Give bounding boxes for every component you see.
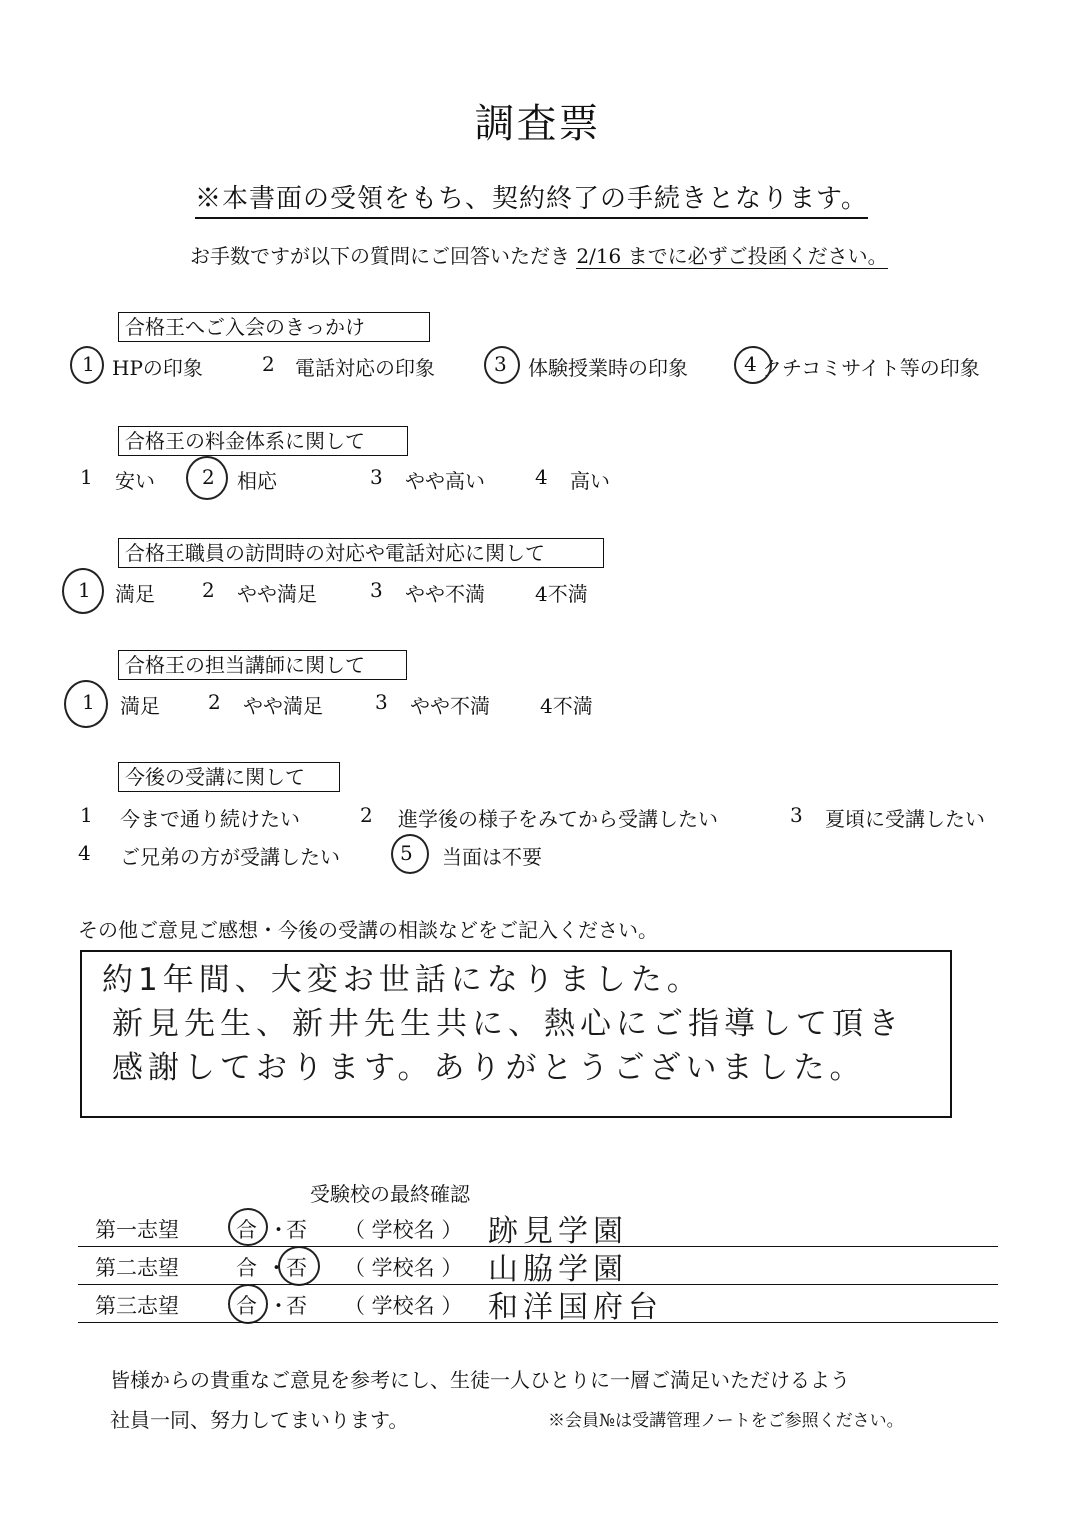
question-heading: 今後の受講に関して bbox=[118, 762, 340, 792]
option-number: 3 bbox=[375, 690, 388, 714]
option-number: 2 bbox=[202, 465, 215, 489]
option-number: 4 bbox=[535, 465, 548, 489]
option-number: 3 bbox=[370, 465, 383, 489]
option-number: 1 bbox=[80, 465, 93, 489]
handwritten-school-name: 和洋国府台 bbox=[488, 1290, 663, 1325]
result-fail: 否 bbox=[286, 1294, 307, 1318]
option-label: やや高い bbox=[405, 469, 485, 493]
option-number: 3 bbox=[370, 578, 383, 602]
question-heading: 合格王の料金体系に関して bbox=[118, 426, 408, 456]
selected-answer-circle bbox=[484, 346, 520, 384]
option-number: 2 bbox=[360, 803, 373, 827]
selected-answer-circle bbox=[228, 1208, 268, 1246]
question-heading: 合格王へご入会のきっかけ bbox=[118, 312, 430, 342]
confirmation-title: 受験校の最終確認 bbox=[310, 1182, 470, 1206]
option-number: 2 bbox=[202, 578, 215, 602]
handwritten-school-name: 山脇学園 bbox=[488, 1252, 628, 1287]
option-label: 電話対応の印象 bbox=[295, 356, 435, 380]
option-label: やや満足 bbox=[243, 694, 323, 718]
result-separator: ・ bbox=[266, 1256, 287, 1280]
result-pass: 合 bbox=[236, 1256, 257, 1280]
result-separator: ・ bbox=[268, 1294, 289, 1318]
option-label: 安い bbox=[115, 469, 155, 493]
choice-label: 第三志望 bbox=[95, 1294, 179, 1318]
choice-label: 第二志望 bbox=[95, 1256, 179, 1280]
option-label: やや満足 bbox=[237, 582, 317, 606]
option-label: 相応 bbox=[237, 469, 277, 493]
option-label: やや不満 bbox=[405, 582, 485, 606]
intro-deadline: 2/16 までに必ずご投函ください。 bbox=[576, 244, 888, 268]
option-label: 体験授業時の印象 bbox=[528, 356, 688, 380]
selected-answer-circle bbox=[62, 568, 104, 614]
choice-label: 第一志望 bbox=[95, 1218, 179, 1242]
option-label: やや不満 bbox=[410, 694, 490, 718]
option-number: 1 bbox=[82, 690, 95, 714]
option-label: 高い bbox=[570, 469, 610, 493]
selected-answer-circle bbox=[186, 456, 228, 500]
option-number: 3 bbox=[494, 352, 507, 376]
option-label: 満足 bbox=[120, 694, 160, 718]
option-label: 進学後の様子をみてから受講したい bbox=[398, 807, 718, 831]
selected-answer-circle bbox=[70, 346, 104, 384]
handwritten-remark-line: 感謝しております。ありがとうございました。 bbox=[112, 1050, 866, 1086]
option-number: 3 bbox=[790, 803, 803, 827]
option-number: 2 bbox=[262, 352, 275, 376]
remarks-label: その他ご意見ご感想・今後の受講の相談などをご記入ください。 bbox=[78, 918, 658, 942]
school-name-label: （ 学校名 ） bbox=[344, 1294, 463, 1318]
option-label: 夏頃に受講したい bbox=[825, 807, 985, 831]
selected-answer-circle bbox=[64, 680, 108, 728]
option-label: HPの印象 bbox=[112, 356, 203, 380]
selected-answer-circle bbox=[734, 346, 772, 384]
intro-text bbox=[190, 240, 888, 269]
page-title: 調査票 bbox=[474, 101, 601, 147]
option-number: 5 bbox=[400, 841, 413, 865]
option-number: 1 bbox=[82, 352, 95, 376]
option-label: ご兄弟の方が受講したい bbox=[120, 845, 340, 869]
option-label: 当面は不要 bbox=[442, 845, 542, 869]
option-label: 満足 bbox=[115, 582, 155, 606]
row-divider bbox=[78, 1322, 998, 1323]
handwritten-remark-line: 新見先生、新井先生共に、熱心にご指導して頂き bbox=[112, 1006, 904, 1042]
school-name-label: （ 学校名 ） bbox=[344, 1256, 463, 1280]
result-fail: 否 bbox=[286, 1218, 307, 1242]
option-label: クチコミサイト等の印象 bbox=[762, 356, 980, 380]
contract-notice: ※本書面の受領をもち、契約終了の手続きとなります。 bbox=[195, 178, 868, 219]
option-number: 4 bbox=[744, 352, 757, 376]
handwritten-remark-line: 約1年間、大変お世話になりました。 bbox=[102, 962, 703, 998]
result-separator: ・ bbox=[268, 1218, 289, 1242]
footer-message-line: 皆様からの貴重なご意見を参考にし、生徒一人ひとりに一層ご満足いただけるよう bbox=[110, 1368, 850, 1392]
option-label: 今まで通り続けたい bbox=[120, 807, 300, 831]
selected-answer-circle bbox=[228, 1284, 268, 1324]
result-pass: 合 bbox=[236, 1218, 257, 1242]
intro-text-main: お手数ですが以下の質問にご回答いただき bbox=[190, 244, 577, 268]
footer-message-line: 社員一同、努力してまいります。 bbox=[110, 1408, 409, 1432]
option-number: 2 bbox=[208, 690, 221, 714]
selected-answer-circle bbox=[391, 834, 429, 874]
question-heading: 合格王職員の訪問時の対応や電話対応に関して bbox=[118, 538, 604, 568]
member-number-note: ※会員№は受講管理ノートをご参照ください。 bbox=[548, 1411, 904, 1431]
handwritten-school-name: 跡見学園 bbox=[488, 1214, 628, 1249]
selected-answer-circle bbox=[278, 1246, 320, 1286]
option-number: 1 bbox=[78, 578, 91, 602]
option-label: 4不満 bbox=[535, 582, 588, 606]
option-label: 4不満 bbox=[540, 694, 593, 718]
option-number: 4 bbox=[78, 841, 91, 865]
result-fail: 否 bbox=[286, 1256, 307, 1280]
option-number: 1 bbox=[80, 803, 93, 827]
question-heading: 合格王の担当講師に関して bbox=[118, 650, 407, 680]
school-name-label: （ 学校名 ） bbox=[344, 1218, 463, 1242]
result-pass: 合 bbox=[236, 1294, 257, 1318]
